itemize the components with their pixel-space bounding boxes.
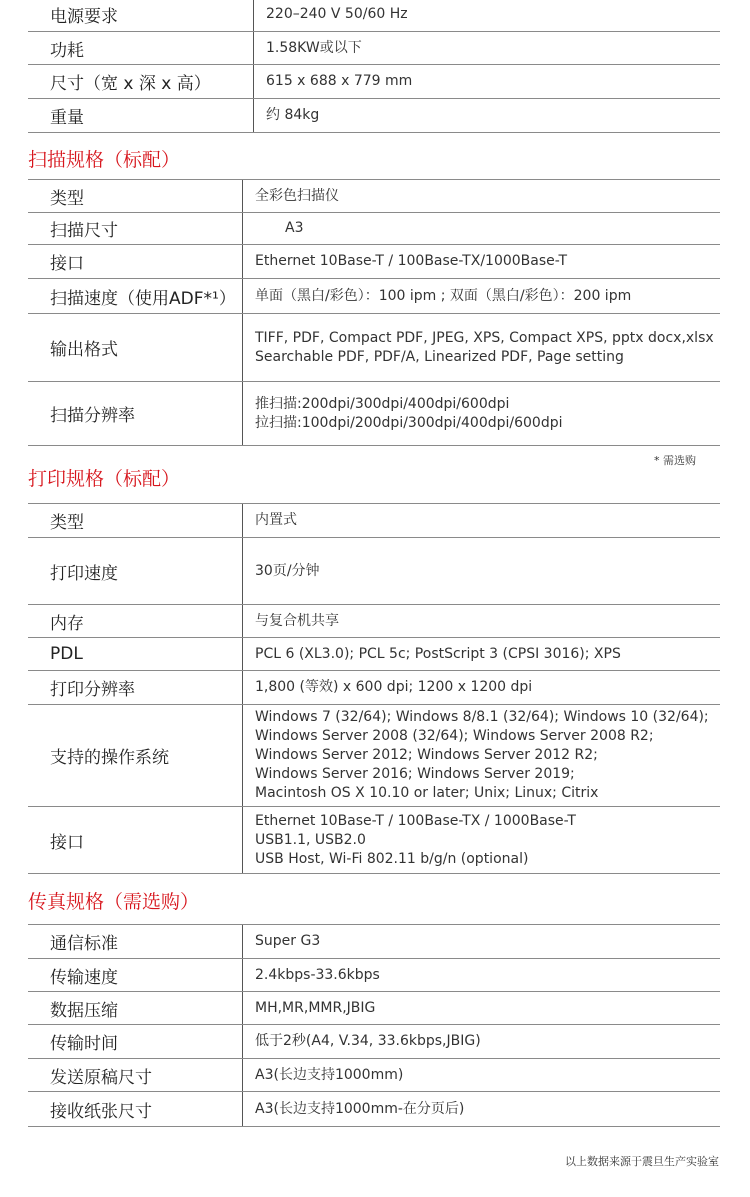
- spec-label: 输出格式: [28, 314, 243, 381]
- spec-label: 扫描尺寸: [28, 213, 243, 244]
- spec-value: [243, 992, 375, 1024]
- spec-value-line: USB1.1, USB2.0: [255, 831, 366, 848]
- general-spec-table: [28, 0, 720, 133]
- spec-value-line: A3(长边支持1000mm): [255, 1066, 404, 1083]
- table-row: [28, 0, 720, 32]
- table-row: [28, 1059, 720, 1092]
- spec-value: [243, 959, 380, 991]
- spec-value-line: 拉扫描:100dpi/200dpi/300dpi/400dpi/600dpi: [255, 414, 563, 431]
- spec-label: PDL: [28, 638, 243, 670]
- spec-label: 类型: [28, 504, 243, 537]
- table-row: [28, 807, 720, 874]
- spec-value: [243, 1059, 403, 1091]
- spec-label: 重量: [28, 99, 254, 132]
- spec-value-line: 低于2秒(A4, V.34, 33.6kbps,JBIG): [255, 1033, 481, 1049]
- spec-label: 功耗: [28, 32, 254, 64]
- table-row: [28, 279, 720, 314]
- table-row: [28, 671, 720, 705]
- spec-value-line: Windows Server 2008 (32/64); Windows Server 2008 R2;: [255, 728, 654, 744]
- spec-value: [243, 605, 339, 637]
- spec-value: [243, 279, 631, 313]
- spec-value-line: 推扫描:200dpi/300dpi/400dpi/600dpi: [255, 395, 510, 412]
- spec-value: [254, 65, 412, 98]
- spec-value-line: 全彩色扫描仪: [255, 187, 339, 204]
- spec-value: [243, 213, 303, 244]
- table-row: [28, 99, 720, 133]
- spec-value-line: A3(长边支持1000mm-在分页后): [255, 1100, 465, 1117]
- spec-label: 接收纸张尺寸: [28, 1092, 243, 1126]
- table-row: [28, 504, 720, 538]
- spec-value-line: Ethernet 10Base-T / 100Base-TX / 1000Base-T: [255, 812, 576, 829]
- spec-label: 接口: [28, 807, 243, 873]
- table-row: [28, 382, 720, 446]
- table-row: [28, 65, 720, 99]
- table-row: [28, 1092, 720, 1127]
- spec-value-line: Windows Server 2012; Windows Server 2012 R2;: [255, 747, 598, 763]
- spec-value-line: MH,MR,MMR,JBIG: [255, 999, 376, 1016]
- spec-label: 通信标准: [28, 925, 243, 958]
- table-row: [28, 213, 720, 245]
- spec-label: 扫描速度（使用ADF*¹）: [28, 279, 243, 313]
- table-row: [28, 925, 720, 959]
- spec-label: 打印速度: [28, 538, 243, 604]
- table-row: [28, 314, 720, 382]
- spec-value-line: A3: [285, 220, 304, 236]
- table-row: [28, 245, 720, 279]
- spec-value-line: 30页/分钟: [255, 562, 320, 579]
- spec-value-line: Windows Server 2016; Windows Server 2019;: [255, 766, 575, 782]
- spec-value-line: 约 84kg: [266, 107, 320, 123]
- spec-label: 接口: [28, 245, 243, 278]
- spec-label: 扫描分辨率: [28, 382, 243, 445]
- scan-spec-table: [28, 179, 720, 446]
- table-row: [28, 1025, 720, 1059]
- spec-value-line: 615 x 688 x 779 mm: [266, 73, 413, 89]
- spec-value: [243, 314, 714, 381]
- spec-label: 数据压缩: [28, 992, 243, 1024]
- fax-section-title: 传真规格（需选购）: [28, 891, 200, 913]
- spec-label: 内存: [28, 605, 243, 637]
- spec-value: [243, 638, 621, 670]
- spec-label: 打印分辨率: [28, 671, 243, 704]
- spec-value: [243, 180, 339, 212]
- spec-label: 发送原稿尺寸: [28, 1059, 243, 1091]
- table-row: [28, 705, 720, 807]
- spec-value: [243, 382, 563, 445]
- spec-value-line: Windows 7 (32/64); Windows 8/8.1 (32/64); Windows 10 (32/64);: [255, 709, 709, 725]
- table-row: [28, 180, 720, 213]
- spec-value-line: Ethernet 10Base-T / 100Base-TX/1000Base-T: [255, 253, 568, 269]
- spec-value: [254, 99, 319, 132]
- spec-value-line: 2.4kbps-33.6kbps: [255, 966, 380, 983]
- table-row: [28, 638, 720, 671]
- spec-label: 电源要求: [28, 0, 254, 31]
- print-spec-table: [28, 503, 720, 874]
- spec-value-line: 内置式: [255, 512, 297, 528]
- spec-value-line: 220–240 V 50/60 Hz: [266, 6, 408, 22]
- footer-source-note: 以上数据来源于震旦生产实验室: [565, 1155, 719, 1168]
- spec-label: 传输速度: [28, 959, 243, 991]
- spec-value-line: TIFF, PDF, Compact PDF, JPEG, XPS, Compact XPS, pptx docx,xlsx: [255, 329, 714, 346]
- spec-value: [243, 807, 576, 873]
- print-section-title: 打印规格（标配）: [28, 468, 181, 490]
- optional-note: * 需选购: [654, 454, 696, 467]
- spec-value: [243, 245, 567, 278]
- spec-value-line: USB Host, Wi-Fi 802.11 b/g/n (optional): [255, 850, 529, 867]
- fax-spec-table: [28, 924, 720, 1127]
- table-row: [28, 959, 720, 992]
- spec-label: 支持的操作系统: [28, 705, 243, 806]
- spec-value-line: Macintosh OS X 10.10 or later; Unix; Linux; Citrix: [255, 785, 599, 801]
- spec-value: [243, 671, 532, 704]
- spec-value: [243, 538, 320, 604]
- spec-value: [254, 0, 408, 31]
- spec-value: [243, 925, 320, 958]
- spec-value-line: Super G3: [255, 933, 321, 949]
- spec-value: [243, 1025, 481, 1058]
- spec-value-line: PCL 6 (XL3.0); PCL 5c; PostScript 3 (CPSI 3016); XPS: [255, 645, 621, 662]
- spec-value: [254, 32, 362, 64]
- spec-label: 类型: [28, 180, 243, 212]
- spec-value-line: 与复合机共享: [255, 612, 339, 629]
- spec-value-line: 单面（黑白/彩色）：100 ipm ; 双面（黑白/彩色）：200 ipm: [255, 287, 632, 304]
- spec-value-line: 1,800 (等效) x 600 dpi; 1200 x 1200 dpi: [255, 679, 533, 695]
- spec-label: 传输时间: [28, 1025, 243, 1058]
- table-row: [28, 538, 720, 605]
- spec-value-line: Searchable PDF, PDF/A, Linearized PDF, Page setting: [255, 348, 624, 365]
- spec-value-line: 1.58KW或以下: [266, 39, 362, 56]
- scan-section-title: 扫描规格（标配）: [28, 149, 181, 171]
- spec-value: [243, 1092, 464, 1126]
- spec-label: 尺寸（宽 x 深 x 高）: [28, 65, 254, 98]
- table-row: [28, 32, 720, 65]
- spec-value: [243, 504, 297, 537]
- spec-value: [243, 705, 709, 806]
- table-row: [28, 992, 720, 1025]
- table-row: [28, 605, 720, 638]
